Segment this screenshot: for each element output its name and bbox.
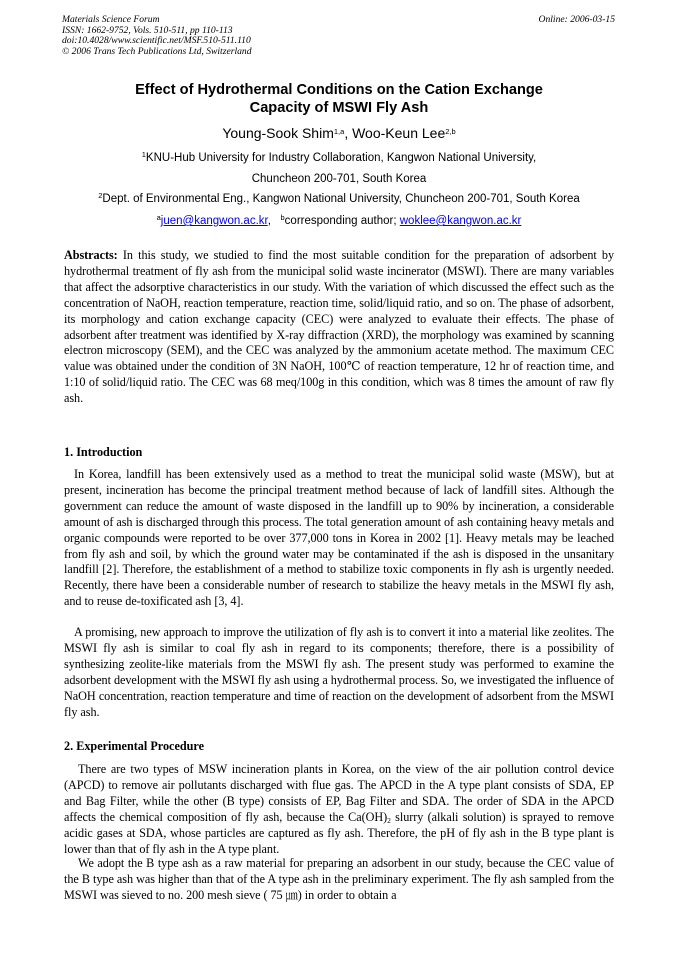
author-list <box>60 125 618 141</box>
subscript-2: 2 <box>387 815 391 825</box>
affiliation-2 <box>60 193 618 205</box>
journal-header <box>62 15 252 57</box>
experimental-p1-text-a: There are two types of MSW incineration plants in Korea, on the view of the air pollution control device (APCD) to remove air pollutants discharged with flue gas. The APCD in the A type plant consists of SDA, EP and Bag Filter, while the other (B type) consists of EP, Bag Filter and SDA. The order of SDA in the APCD affects the chemical composition of fly ash, because the Ca(OH) <box>64 762 614 824</box>
author-1: Young-Sook Shim <box>222 125 334 141</box>
email-b-marker: b <box>280 213 285 222</box>
author-2: Woo-Keun Lee <box>352 125 446 141</box>
affiliation-1 <box>60 152 618 164</box>
experimental-paragraph-2: We adopt the B type ash as a raw material for preparing an adsorbent in our study, because the CEC value of the B type ash was higher than that of the A type ash in the preliminary experiment. The fly ash sampled from the MSWI was sieved to no. 200 mesh sieve ( 75 ㎛) in order to obtain a <box>64 856 614 902</box>
corresponding-label: corresponding author; <box>284 215 400 227</box>
email-line <box>60 215 618 227</box>
intro-paragraph-1: In Korea, landfill has been extensively used as a method to treat the municipal solid waste (MSW), but at present, incineration has become the principal treatment method because of lack of landfill sites. Although the government can reduce the amount of waste disposed in the landfill up to 90% by incineration, a considerable amount of ash is discharged through this process. The total generation amount of ash containing heavy metals and organic compounds were reported to be over 377,000 tons in Korea in 2002 [1]. Heavy metals may be leached from fly ash and soil, by which the ground water may be contaminated if the ash is disposed in the unsanitary landfill [2]. Therefore, the establishment of a method to stabilize toxic components in fly ash is urgently needed. Recently, there have been a considerable number of research to stabilize the heavy metals in the MSWI fly ash, and to reuse de-toxificated ash [3, 4]. <box>64 467 614 609</box>
copyright-line: © 2006 Trans Tech Publications Ltd, Switzerland <box>62 45 252 57</box>
paper-title <box>60 82 618 117</box>
online-date: Online: 2006-03-15 <box>538 14 615 25</box>
section-heading-experimental: 2. Experimental Procedure <box>64 739 205 753</box>
abstract <box>64 248 614 407</box>
experimental-p1-text-b: slurry (alkali solution) is sprayed to remove acidic gases at SDA, whose particles are captured as fly ash. Therefore, the pH of fly ash in the B type plant is lower than that of fly ash in the A type plant. <box>64 809 615 856</box>
doi-line: doi:10.4028/www.scientific.net/MSF.510-511.110 <box>62 35 251 47</box>
issn-line: ISSN: 1662-9752, Vols. 510-511, pp 110-113 <box>62 24 233 36</box>
title-line-2: Capacity of MSWI Fly Ash <box>249 99 429 116</box>
affiliation-1-line-2: Chuncheon 200-701, South Korea <box>251 173 427 185</box>
affiliation-1-marker: 1 <box>141 150 146 159</box>
author-separator: , <box>344 125 353 141</box>
author-2-marker: 2,b <box>445 127 456 136</box>
email-separator: , <box>267 215 281 227</box>
email-a-marker: a <box>156 213 161 222</box>
journal-name: Materials Science Forum <box>62 14 160 25</box>
email-link-a[interactable]: juen@kangwon.ac.kr <box>160 215 268 227</box>
author-1-marker: 1,a <box>333 127 345 136</box>
abstract-label: Abstracts: <box>64 248 118 262</box>
email-link-b[interactable]: woklee@kangwon.ac.kr <box>399 215 522 227</box>
affiliation-1-line-1: KNU-Hub University for Industry Collaboration, Kangwon National University, <box>145 152 537 164</box>
title-line-1: Effect of Hydrothermal Conditions on the Cation Exchange <box>135 82 543 98</box>
affiliation-2-marker: 2 <box>98 191 103 200</box>
abstract-text: In this study, we studied to find the most suitable condition for the preparation of adsorbent by hydrothermal treatment of fly ash from the municipal solid waste incinerator (MSWI). There are many variables that affect the adsorptive characteristics in our study. With the variation of which discussed the effect such as the concentration of NaOH, reaction temperature, reaction time, solid/liquid ratio, and so on. The phase of adsorbent, its morphology and cation exchange capacity (CEC) were analyzed to evaluate their effects. The phase of adsorbent after treatment was identified by X-ray diffraction (XRD), the morphology was examined by scanning electron microscopy (SEM), and the CEC was analyzed by the ammonium acetate method. The maximum CEC value was obtained under the condition of 3N NaOH, 100℃ of reaction temperature, 12 hr of reaction time, and 1:10 of solid/liquid ratio. The CEC was 68 meq/100g in this condition, which was 8 times the amount of raw fly ash. <box>64 248 614 406</box>
affiliation-2-text: Dept. of Environmental Eng., Kangwon National University, Chuncheon 200-701, South Korea <box>102 193 580 205</box>
intro-paragraph-2: A promising, new approach to improve the utilization of fly ash is to convert it into a material like zeolites. The MSWI fly ash is similar to coal fly ash in regard to its components; therefore, there is a possibility of synthesizing zeolite-like materials from the MSWI fly ash. The present study was performed to examine the adsorbent development with the MSWI fly ash using a hydrothermal process. So, we investigated the influence of NaOH concentration, reaction temperature and time of reaction on the development of adsorbent from the MSWI fly ash. <box>64 625 614 719</box>
experimental-paragraph-1 <box>64 762 614 857</box>
section-heading-introduction: 1. Introduction <box>64 445 143 459</box>
